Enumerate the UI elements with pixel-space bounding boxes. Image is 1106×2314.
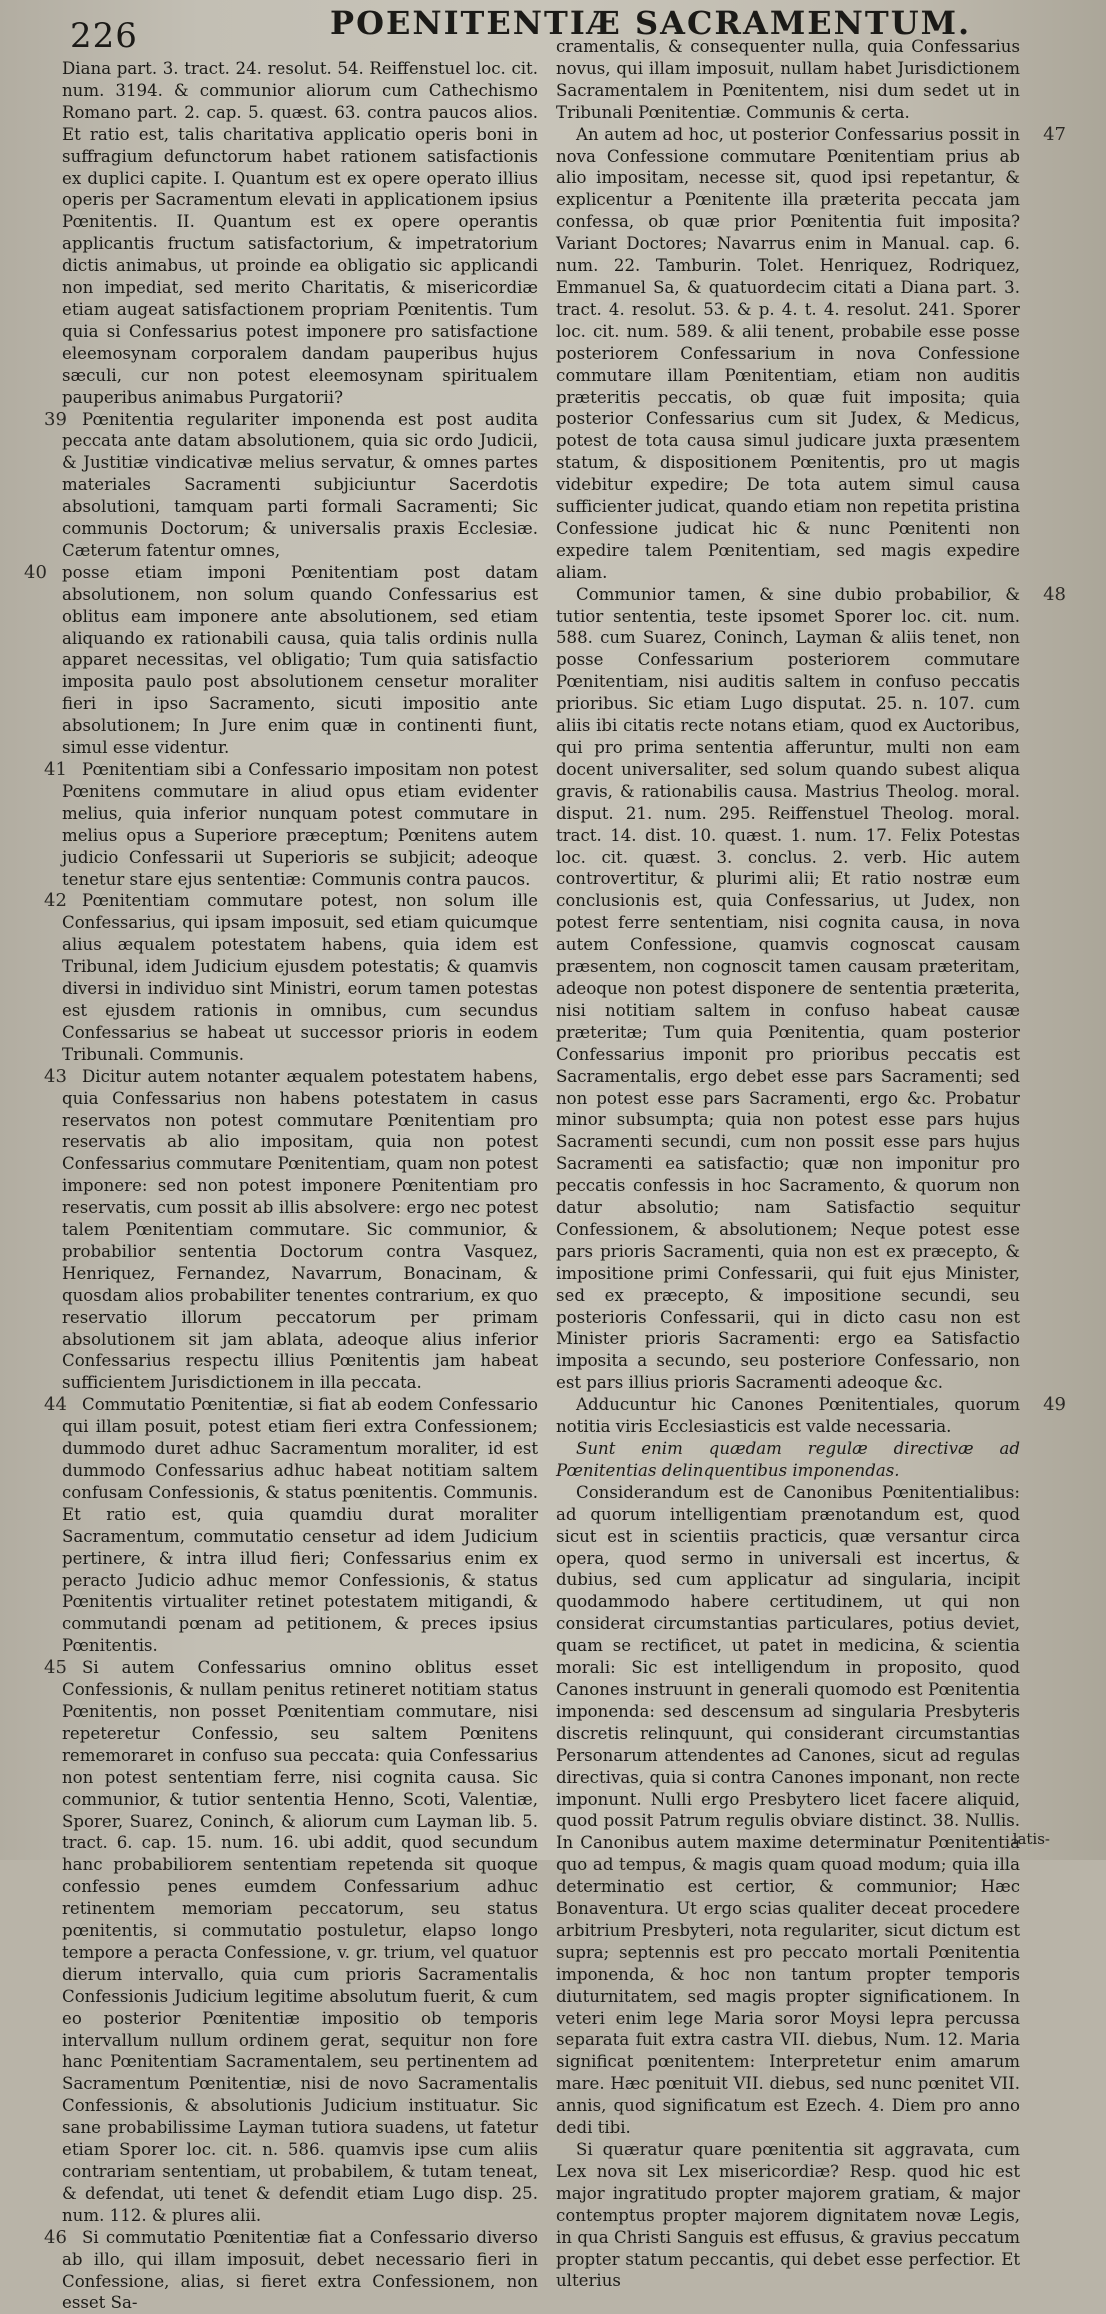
paragraph-text: posse etiam imponi Pœnitentiam post datam absolutionem, non solum quando Confessarius est oblitus eam imponere ante absolutionem, sed etiam aliquando ex rationabili causa, quia talis ordinis nulla apparet necessitas, vel obligatio; Tum quia satisfactio imposita paulo post absolutionem censetur moraliter fieri in ipso Sacramento, sicuti impositio ante absolutionem; In Jure enim quæ in continenti fiunt, simul esse videntur. xyxy=(62,562,538,758)
margin-number: 49 xyxy=(1043,1394,1066,1416)
paragraph-text: Diana part. 3. tract. 24. resolut. 54. Reiffenstuel loc. cit. num. 3194. & communior aliorum cum Cathechismo Romano part. 2. cap. 5. quæst. 63. contra paucos alios. Et ratio est, talis charitativa applicatio operis boni in suffragium defunctorum habet rationem satisfactionis ex duplici capite. I. Quantum est ex opere operato illius operis per Sacramentum elevati in applicationem ipsius Pœnitentis. II. Quantum est ex opere operantis applicantis fructum satisfactorium, & impetratorium dictis animabus, ut proinde ea obligatio sic applicandi non impediat, sed merito Charitatis, & misericordiæ etiam augeat satisfactionem propriam Pœnitentis. Tum quia si Confessarius potest imponere pro satisfactione eleemosynam corporalem dandam pauperibus hujus sæculi, cur non potest eleemosynam spiritualem pauperibus animabus Purgatorii? xyxy=(62,59,538,407)
paragraph xyxy=(556,2139,1020,2292)
paragraph xyxy=(44,890,538,1065)
paragraph-text: Considerandum est de Canonibus Pœnitentialibus: ad quorum intelligentiam prænotandum est, quod sicut est in scientiis practicis, quæ versantur circa opera, quod sermo in universali est incertus, & dubius, sed cum applicatur ad singularia, incipit quodammodo habere certitudinem, ut qui non considerat circumstantias particulares, potius deviet, quam se rectificet, ut patet in medicina, & scientia morali: Sic est intelligendum in proposito, quod Canones instruunt in generali quomodo est Pœnitentia imponenda: sed descensum ad singularia Presbyteris discretis relinquunt, qui considerant circumstantias Personarum attendentes ad Canones, sicut ad regulas directivas, quia si contra Canones imponant, non recte imponunt. Nulli ergo Presbytero licet facere aliquid, quod possit Patrum regulis obviare distinct. 38. Nullis. In Canonibus autem maxime determinatur Pœnitentia quo ad tempus, & magis quam quoad modum; quia illa determinatio est certior, & communior; Hæc Bonaventura. Ut ergo scias qualiter deceat procedere arbitrium Presbyteri, nota regulariter, sicut dictum est supra; septennis est pro peccato mortali Pœnitentia imponenda, & hoc non tantum propter temporis diuturnitatem, sed magis propter significationem. In veteri enim lege Maria soror Moysi lepra percussa separata fuit extra castra VII. diebus, Num. 12. Maria significat pœnitentem: Interpretetur enim amarum mare. Hæc pœnituit VII. diebus, sed nunc pœnitet VII. annis, quod significatum est Ezech. 4. Diem pro anno dedi tibi. xyxy=(556,1482,1020,2138)
paragraph-text: Si autem Confessarius omnino oblitus esset Confessionis, & nullam penitus retineret notitiam status Pœnitentis, non posset Pœnitentiam commutare, nisi repeteretur Confessio, seu saltem Pœnitens rememoraret in confuso sua peccata: quia Confessarius non potest sententiam ferre, nisi cognita causa. Sic communior, & tutior sententia Henno, Scoti, Valentiæ, Sporer, Suarez, Coninch, & aliorum cum Layman lib. 5. tract. 6. cap. 15. num. 16. ubi addit, quod secundum hanc probabiliorem sententiam repetenda sit quoque confessio penes eumdem Confessarium adhuc retinentem memoriam peccatorum, seu status pœnitentis, si commutatio postuletur, elapso longo tempore a peracta Confessione, v. gr. trium, vel quatuor dierum intervallo, quia cum prioris Sacramentalis Confessionis Judicium legitime absolutum fuerit, & cum eo posterior Pœnitentiæ impositio ob temporis intervallum nullum ordinem gerat, sequitur non fore hanc Pœnitentiam Sacramentalem, seu pertinentem ad Sacramentum Pœnitentiæ, nisi de novo Sacramentalis Confessionis, & absolutionis Judicium instituatur. Sic sane probabilissime Layman tutiora suadens, ut fatetur etiam Sporer loc. cit. n. 586. quamvis ipse cum aliis contrariam sententiam, ut probabilem, & tutam teneat, & defendat, uti tenet & defendit etiam Lugo disp. 25. num. 112. & plures alii. xyxy=(62,1658,538,2225)
paragraph-text: Si commutatio Pœnitentiæ fiat a Confessario diverso ab illo, qui illam imposuit, debet necessario fieri in Confessione, alias, si fieret extra Confessionem, non esset Sa- xyxy=(62,2227,538,2313)
paragraph xyxy=(44,2226,538,2314)
margin-number: 42 xyxy=(44,890,67,912)
paragraph xyxy=(62,58,538,409)
paragraph-text: An autem ad hoc, ut posterior Confessarius possit in nova Confessione commutare Pœnitentiam prius ab alio impositam, necesse sit, quod ipsi repetantur, & explicentur a Pœnitente illa præterita peccata jam confessa, ob quæ prior Pœnitentia fuit imposita? Variant Doctores; Navarrus enim in Manual. cap. 6. num. 22. Tamburin. Tolet. Henriquez, Rodriquez, Emmanuel Sa, & quatuordecim citati a Diana part. 3. tract. 4. resolut. 53. & p. 4. t. 4. resolut. 241. Sporer loc. cit. num. 589. & alii tenent, probabile esse posse posteriorem Confessarium in nova Confessione commutare illam Pœnitentiam, etiam non auditis præteritis peccatis, ob quæ fuit imposita; quia posterior Confessarius cum sit Judex, & Medicus, potest de tota causa simul judicare juxta præsentem statum, & dispositionem Pœnitentis, pro ut magis videbitur expedire; De tota autem simul causa sufficienter judicat, quando etiam non repetita pristina Confessione judicat hic & nunc Pœnitenti non expedire talem Pœnitentiam, sed magis expedire aliam. xyxy=(556,124,1020,582)
margin-number: 46 xyxy=(44,2226,67,2248)
paragraph-text: Pœnitentiam sibi a Confessario impositam non potest Pœnitens commutare in aliud opus etiam evidenter melius, quia inferior nunquam potest commutare in melius opus a Superiore præceptum; Pœnitens autem judicio Confessarii ut Superioris se subjicit; adeoque tenetur stare ejus sententiæ: Communis contra paucos. xyxy=(62,760,538,889)
paragraph-text: Sunt enim quædam regulæ directivæ ad Pœnitentias delinquentibus imponendas. xyxy=(556,1439,1020,1480)
margin-number: 43 xyxy=(44,1065,67,1087)
paragraph-text: Dicitur autem notanter æqualem potestatem habens, quia Confessarius non habens potestatem in casus reservatos non potest commutare Pœnitentiam pro reservatis ab alio impositam, quia non potest Confessarius commutare Pœnitentiam, quam non potest imponere: sed non potest imponere Pœnitentiam pro reservatis, cum possit ab illis absolvere: ergo nec potest talem Pœnitentiam commutare. Sic communior, & probabilior sententia Doctorum contra Vasquez, Henriquez, Fernandez, Navarrum, Bonacinam, & quosdam alios probabiliter tenentes contrarium, ex quo reservatio illorum peccatorum per primam absolutionem sit jam ablata, adeoque alius inferior Confessarius respectu illius Pœnitentis jam habeat sufficientem Jurisdictionem in illa peccata. xyxy=(62,1066,538,1393)
paragraph xyxy=(44,1065,538,1395)
margin-number: 44 xyxy=(44,1394,67,1416)
paragraph xyxy=(556,1394,1066,1438)
paragraph xyxy=(556,36,1020,124)
left-column xyxy=(24,58,538,2314)
margin-number: 40 xyxy=(24,561,47,583)
margin-number: 47 xyxy=(1043,123,1066,145)
paragraph-text: Adducuntur hic Canones Pœnitentiales, quorum notitia viris Ecclesiasticis est valde necessaria. xyxy=(556,1395,1020,1437)
paragraph xyxy=(556,583,1066,1395)
page-number: 226 xyxy=(70,16,138,56)
running-title: POENITENTIÆ SACRAMENTUM. xyxy=(330,4,972,42)
paragraph xyxy=(24,561,538,759)
paragraph xyxy=(44,759,538,890)
paragraph-text: Communior tamen, & sine dubio probabilior, & tutior sententia, teste ipsomet Sporer loc. cit. num. 588. cum Suarez, Coninch, Layman & aliis tenet, non posse Confessarium posteriorem commutare Pœnitentiam, nisi auditis saltem in confuso peccatis prioribus. Sic etiam Lugo disputat. 25. n. 107. cum aliis ibi citatis recte notans etiam, quod ex Auctoribus, qui pro prima sententia afferuntur, multi non eam docent universaliter, sed solum quando subest aliqua gravis, & rationabilis causa. Mastrius Theolog. moral. disput. 21. num. 295. Reiffenstuel Theolog. moral. tract. 14. dist. 10. quæst. 1. num. 17. Felix Potestas loc. cit. quæst. 3. conclus. 2. verb. Hic autem controvertitur, & plurimi alii; Et ratio nostræ eum conclusionis est, quia Confessarius, ut Judex, non potest ferre sententiam, nisi cognita causa, in nova autem Confessione, quamvis cognoscat causam præsentem, non cognoscit tamen causam præteritam, adeoque non potest disponere de sententia præterita, nisi notitiam saltem in confuso habeat causæ præteritæ; Tum quia Pœnitentia, quam posterior Confessarius imponit pro prioribus peccatis est Sacramentalis, ergo debet esse pars Sacramenti; sed non potest esse pars Sacramenti, ergo &c. Probatur minor subsumpta; quia non potest esse pars hujus Sacramenti secundi, cum non possit esse pars hujus Sacramenti ea satisfactio; quæ non imponitur pro peccatis confessis in hoc Sacramento, & quorum non datur absolutio; nam Satisfactio sequitur Confessionem, & absolutionem; Neque potest esse pars prioris Sacramenti, quia non est ex præcepto, & impositione primi Confessarii, qui fuit ejus Minister, sed ex præcepto, & impositione secundi, seu posterioris Confessarii, qui in dicto casu non est Minister prioris Sacramenti: ergo ea Satisfactio imposita a secundo, seu posteriore Confessario, non est pars illius prioris Sacramenti adeoque &c. xyxy=(556,584,1020,1393)
paragraph xyxy=(556,123,1066,584)
paragraph-text: Si quæratur quare pœnitentia sit aggravata, cum Lex nova sit Lex misericordiæ? Resp. quod hic est major ingratitudo propter majorem gratiam, & major contemptus propter majorem dignitatem novæ Legis, in qua Christi Sanguis est effusus, & gravius peccatum propter statum peccantis, qui debet esse perfectior. Et ulterius xyxy=(556,2140,1020,2291)
paragraph xyxy=(556,1482,1020,2139)
margin-number: 48 xyxy=(1043,583,1066,605)
paragraph xyxy=(44,408,538,562)
margin-number: 45 xyxy=(44,1657,67,1679)
paragraph xyxy=(44,1394,538,1657)
paragraph-text: Commutatio Pœnitentiæ, si fiat ab eodem Confessario qui illam posuit, potest etiam fieri extra Confessionem; dummodo duret adhuc Sacramentum moraliter, id est dummodo Confessarius adhuc habeat notitiam saltem confusam Confessionis, & status pœnitentis. Communis. Et ratio est, quia quamdiu durat moraliter Sacramentum, commutatio censetur ad idem Judicium pertinere, & intra illud fieri; Confessarius enim ex peracto Judicio adhuc memor Confessionis, & status Pœnitentis virtualiter retinet potestatem mitigandi, & commutandi pœnam ad petitionem, & preces ipsius Pœnitentis. xyxy=(62,1395,538,1656)
paragraph-text: Pœnitentia regulariter imponenda est post audita peccata ante datam absolutionem, quia sic ordo Judicii, & Justitiæ vindicativæ melius servatur, & omnes partes materiales Sacramenti subjiciuntur Sacerdotis absolutioni, tamquam parti formali Sacramenti; Sic communis Doctorum; & universalis praxis Ecclesiæ. Cæterum fatentur omnes, xyxy=(62,409,538,560)
paragraph xyxy=(44,1657,538,2227)
margin-number: 39 xyxy=(44,408,67,430)
paragraph-text: cramentalis, & consequenter nulla, quia Confessarius novus, qui illam imposuit, nullam habet Jurisdictionem Sacramentalem in Pœnitentem, nisi dum sedet ut in Tribunali Pœnitentiæ. Communis & certa. xyxy=(556,37,1020,122)
margin-number: 41 xyxy=(44,759,67,780)
catchword: latis- xyxy=(1012,1830,1050,1848)
paragraph-text: Pœnitentiam commutare potest, non solum ille Confessarius, qui ipsam imposuit, sed etiam quicumque alius æqualem potestatem habens, quia idem est Tribunal, idem Judicium ejusdem potestatis; & quamvis diversi in individuo sint Ministri, eorum tamen potestas est ejusdem rationis in omnibus, cum secundus Confessarius se habeat ut successor prioris in eodem Tribunali. Communis. xyxy=(62,891,538,1064)
paragraph xyxy=(556,1438,1020,1482)
